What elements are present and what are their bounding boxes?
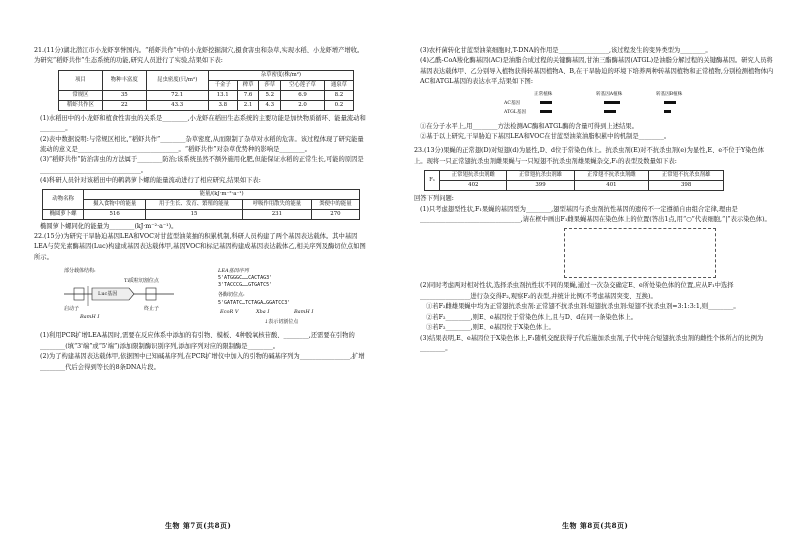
cell: 43.3 xyxy=(146,100,208,110)
cell: 516 xyxy=(84,209,146,219)
th-weed-5: 通泉草 xyxy=(324,80,353,90)
diagram-promoter: 启动子 xyxy=(64,306,80,313)
gel-band xyxy=(540,101,552,105)
cell: 270 xyxy=(311,209,359,219)
cell: 0.2 xyxy=(324,100,353,110)
footer-page-7: 生物 第7页(共8页) xyxy=(165,521,232,530)
gel-band xyxy=(664,110,671,114)
vector-diagram xyxy=(34,266,368,328)
th-weed-2: 稗草 xyxy=(237,80,259,90)
th-animal: 动物名称 xyxy=(43,189,84,209)
th-f1-3: 正常翅不抗杀虫剂雌 xyxy=(574,171,649,181)
cell: 231 xyxy=(242,209,311,219)
th-growth: 用于生长、发育、繁殖的能量 xyxy=(146,199,243,209)
gel-row-atgl: ATGL基因 xyxy=(504,109,527,115)
th-feces: 粪便中的能量 xyxy=(311,199,359,209)
th-f1-4: 正常翅不抗杀虫剂雄 xyxy=(649,171,724,181)
q22-s4b: ②基于以上研究,干旱胁迫下基因LEA和VOC在甘蓝型油菜油脂积累中的机制是________。 xyxy=(420,133,671,141)
th-energy: 能量/(kJ·m⁻²·a⁻¹) xyxy=(84,189,360,199)
th-intake: 摄入食物中的能量 xyxy=(84,199,146,209)
th-weed-3: 莎草 xyxy=(259,80,281,90)
lea-seq-title: LEA基因序列 xyxy=(218,268,249,275)
cell: 4.3 xyxy=(259,100,281,110)
q21-s3: (3)“稻虾共作”防治害虫的方法属于________防治;该系统虽然不额外施用化肥,但能保证水稻的正常生长,可能的原因是________________________________。 xyxy=(40,156,364,174)
cell: 常规区 xyxy=(59,90,103,100)
left-column xyxy=(34,46,368,373)
cell: 2.1 xyxy=(237,100,259,110)
cell: 399 xyxy=(507,181,574,191)
enzyme-1: EcoR V xyxy=(220,309,239,316)
q22-s4a: ①在分子水平上,用________方法检测AC酶和ATGL酶的含量可得到上述结果。 xyxy=(420,122,638,130)
q21-s4: (4)科研人员针对该稻田中的鹌鹑萝卜螺的能量流动进行了相应研究,结果如下表: xyxy=(40,177,261,185)
cell: 398 xyxy=(649,181,724,191)
cell: 5.2 xyxy=(259,90,281,100)
enzyme-seq: 5'GATATC…TCTAGA…GGATCC3' xyxy=(218,300,291,307)
th-item: 项目 xyxy=(59,70,103,90)
gel-header-normal: 正常植株 xyxy=(534,91,553,97)
gel-band xyxy=(604,110,616,114)
q22-s3: (3)农杆菌转化甘蓝型油菜细胞时,T-DNA的作用是________________,该过程发生的变异类型为________。 xyxy=(420,47,712,54)
q23-s2: (2)同时考虑两对相对性状,选择杀虫剂抗性状不同的果蝇,通过一次杂交确定E、e所处染色体的位置,应从F₁中选择________________进行杂交得F₂,观察F₂的表型,并统计比例(不考虑基因突变、互换)。 xyxy=(420,282,734,300)
th-weed: 杂草密度(株/m²) xyxy=(208,70,353,80)
cell: 402 xyxy=(440,181,507,191)
table-row xyxy=(43,209,360,219)
q23-s2a: ①若F₂雌雄果蝇中均为正常翅抗杀虫剂:正常翅不抗杀虫剂:短翅抗杀虫剂:短翅不抗杀虫剂=3:1:3:1,则________。 xyxy=(426,303,740,311)
enzyme-3: BamH I xyxy=(294,309,314,316)
q21-intro: 21.(11分)湖北潜江市小龙虾享誉国内。“稻虾共作”中的小龙虾挖掘洞穴,摄食害虫和杂草,实现水稻、小龙虾增产增收。为研究“稻虾共作”生态系统的功能,研究人员进行了实验,结果如下表: xyxy=(34,47,364,65)
enzyme-title: 各酶切位点: xyxy=(218,292,245,299)
q21-energy-table xyxy=(42,189,360,220)
cell: 7.6 xyxy=(237,90,259,100)
table-row xyxy=(425,181,724,191)
gel-band xyxy=(540,110,552,114)
q21-s4b: 椭圆萝卜螺同化的能量为________(kJ·m⁻²·a⁻¹)。 xyxy=(40,222,178,230)
cut-note: ↓表示切割位点 xyxy=(264,319,299,326)
gel-band xyxy=(604,101,620,105)
q21-table xyxy=(58,70,354,111)
gel-header-b: 转基因B植株 xyxy=(656,91,683,97)
cell: 稻虾共作区 xyxy=(59,100,103,110)
gel-header-a: 转基因A植株 xyxy=(596,91,623,97)
seq-top: 5'ATGGGC……CACTAG3' xyxy=(218,275,273,282)
cell: 401 xyxy=(574,181,649,191)
q23-s1: (1)只考虑翅型性状,F₁果蝇的基因型为________,翅型基因与杀虫剂抗性基因的遗传不一定遵循自由组合定律,理由是________________________________,请在框中画出F₁雌果蝇基因在染色体上的位置(答出1点,用“○”代表细胞,“|”表示染色体)。 xyxy=(420,205,771,224)
cell: 2.0 xyxy=(281,100,325,110)
cell: 15 xyxy=(146,209,243,219)
cell: 3.8 xyxy=(208,100,237,110)
th-richness: 物种丰富度 xyxy=(102,70,146,90)
footer-page-8: 生物 第8页(共8页) xyxy=(562,521,629,530)
diagram-terminator: 终止子 xyxy=(144,306,160,313)
table-row xyxy=(59,90,354,100)
q22-s4: (4)乙酰-CoA羧化酶基因(AC)是油脂合成过程的关键酶基因,甘油三酯酶基因(ATGL)是油脂分解过程的关键酶基因。研究人员将基因表达载体甲、乙分别导入植物获得转基因植物A、B,在干旱胁迫的环境下培养两种转基因植物和正常植物,分别检测植物体内AC和ATGL基因的表达水平,结果如下图: xyxy=(420,57,774,86)
th-f1-1: 正常翅抗杀虫剂雌 xyxy=(440,171,507,181)
cell: 椭圆萝卜螺 xyxy=(43,209,84,219)
q22-s2: (2)为了构建基因表达载体甲,依据图中已知碱基序列,在PCR扩增仪中加入的引物的碱基序列为________________,扩增________代后会得到等长的8条DNA片段。 xyxy=(40,353,365,371)
page-8 xyxy=(400,0,800,559)
diagram-part-label: 部分载体结构: xyxy=(64,268,96,275)
cell: 6.9 xyxy=(281,90,325,100)
gel-result xyxy=(504,90,774,120)
q23-s2b: ②若F₂________,则E、e基因位于常染色体上,且与D、d在同一条染色体上。 xyxy=(426,313,637,321)
diagram-site1: BamH I xyxy=(80,314,100,321)
cell: 35 xyxy=(102,90,146,100)
q23-s2c: ③若F₂________,则E、e基因位于X染色体上。 xyxy=(426,324,555,332)
f1-label: F₁ xyxy=(425,171,440,191)
th-insect: 昆虫密度(只/m²) xyxy=(146,70,208,90)
enzyme-2: Xba I xyxy=(256,309,270,316)
th-weed-4: 空心莲子草 xyxy=(281,80,325,90)
gel-row-ac: AC基因 xyxy=(504,100,521,106)
q23-s3: (3)结果表明,E、e基因位于X染色体上,F₁随机交配获得子代后施加杀虫剂,子代中纯合短翅抗杀虫剂的雌性个体所占的比例为________。 xyxy=(420,334,764,352)
cell: 13.1 xyxy=(208,90,237,100)
q23-table xyxy=(424,170,724,191)
seq-bottom: 3'TACCCG……GTGATC5' xyxy=(218,282,273,289)
table-row xyxy=(59,100,354,110)
q22-intro: 22.(15分)为研究干旱胁迫基因LEA和VOC对甘蓝型油菜抽的积累机制,科研人员构建了两个基因表达载体。其中基因LEA与荧光素酶基因(Luc)构建成基因表达载体甲,基因VOC和标记基因构建成基因表达载体乙,相关序列及酶切位点如图所示。 xyxy=(34,233,366,261)
cell: 8.2 xyxy=(324,90,353,100)
th-f1-2: 正常翅抗杀虫剂雄 xyxy=(507,171,574,181)
q22-s1: (1)利用PCR扩增LEA基因时,需要在反应体系中添加的有引物、模板、4种脱氧核苷酸、________,还需要在引物的________(填“3'端”或“5'端”)添加限制酶识别序列,添加序列对应的限制酶是________。 xyxy=(40,332,355,350)
right-column xyxy=(414,46,774,354)
th-respiration: 呼吸作用散失的能量 xyxy=(242,199,311,209)
cell: 22 xyxy=(102,100,146,110)
drawing-box[interactable] xyxy=(564,228,716,278)
q21-s2: (2)表中数据说明:与常规区相比,“稻虾共作”________杂草密度,从而限制了杂草对水稻的危害。该过程体现了研究能量流动的意义是________________________________。“稻虾共作”对杂草优势种的影响是________。 xyxy=(40,135,364,154)
q21-s1: (1)水稻田中的小龙虾和植食性害虫的关系是________,小龙虾在稻田生态系统的主要功能是加快物质循环、能量流动和________。 xyxy=(40,114,366,133)
q23-intro: 23.(13分)果蝇的正常翅(D)对短翅(d)为显性,D、d位于常染色体上。抗杀虫剂(E)对不抗杀虫剂(e)为显性,E、e不位于Y染色体上。现将一只正常翅抗杀虫剂雌果蝇与一只短翅不抗杀虫剂雄果蝇杂交,F₁的表型及数量如下表: xyxy=(414,147,765,165)
th-weed-1: 千金子 xyxy=(208,80,237,90)
cell: 72.1 xyxy=(146,90,208,100)
gel-band xyxy=(664,101,676,105)
diagram-marker: Ti质粒切割位点 xyxy=(124,278,159,285)
diagram-luc: Luc基因 xyxy=(98,291,118,298)
q23-prompt: 回答下列问题: xyxy=(414,195,454,203)
